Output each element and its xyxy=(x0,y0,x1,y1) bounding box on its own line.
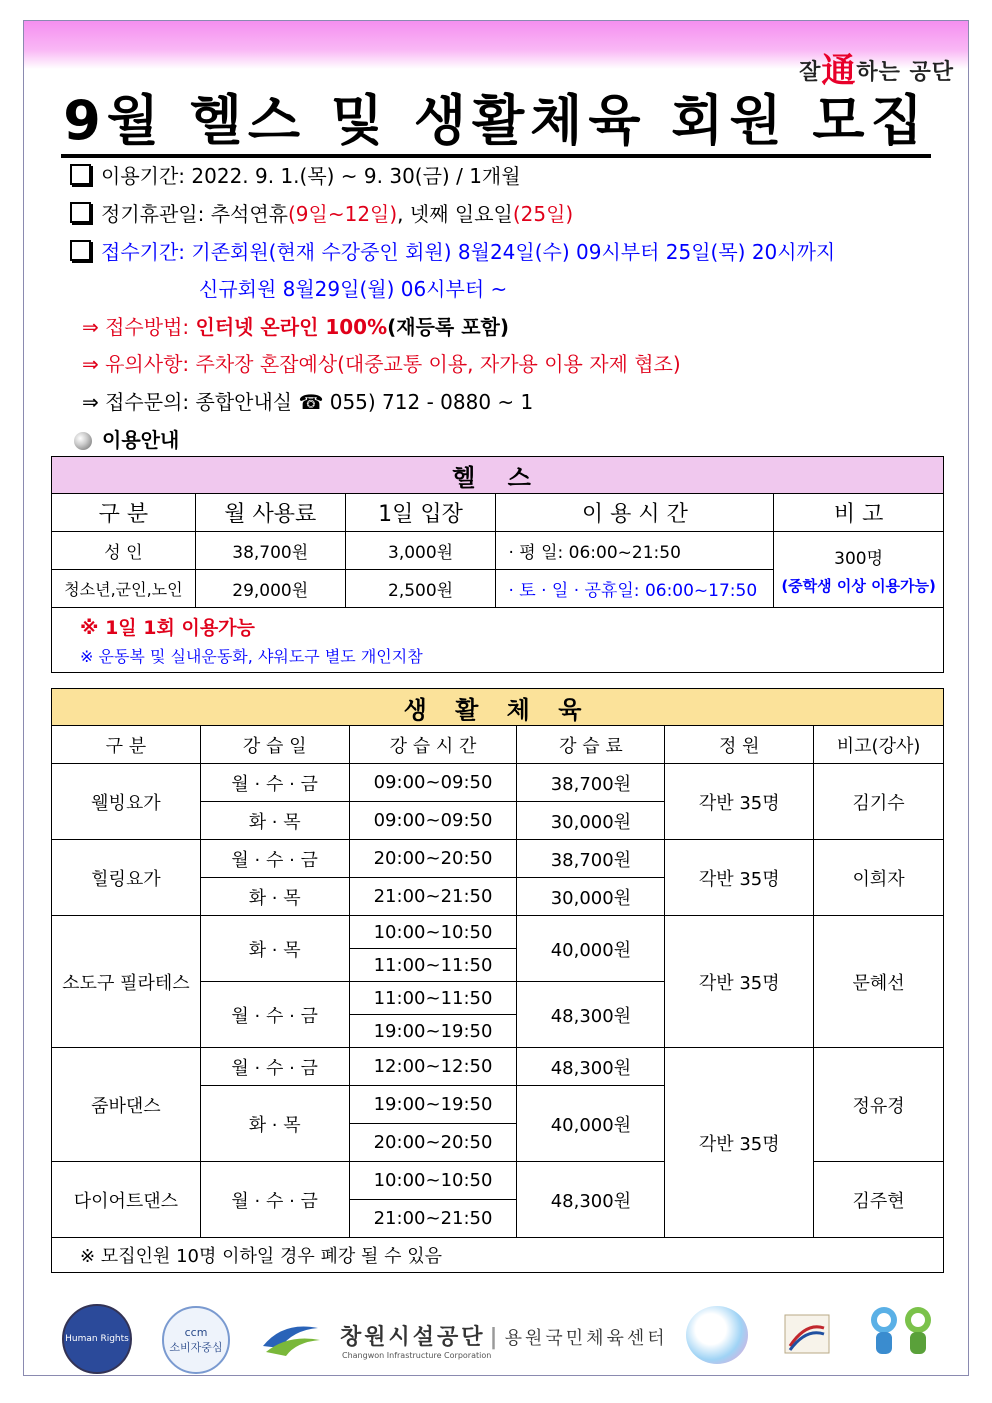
human-rights-logo xyxy=(62,1304,132,1374)
sports-table xyxy=(51,688,944,1273)
health-monthly-adult: 38,700원 xyxy=(195,532,345,570)
class-time: 12:00~12:50 xyxy=(349,1048,517,1086)
health-hours-weekend: · 토 · 일 · 공휴일: 06:00~17:50 xyxy=(496,570,774,608)
class-fee: 40,000원 xyxy=(517,1086,665,1162)
sports-title: 생 활 체 육 xyxy=(52,689,944,726)
health-category-youth: 청소년,군인,노인 xyxy=(52,570,196,608)
guide-heading xyxy=(74,424,179,453)
class-time: 10:00~10:50 xyxy=(349,916,517,949)
class-time: 19:00~19:50 xyxy=(349,1086,517,1124)
slogan-pre: 잘 xyxy=(799,60,822,85)
closed-label: 정기휴관일: xyxy=(101,202,205,226)
caution-label: ⇒ 유의사항: xyxy=(82,352,190,376)
method-line xyxy=(82,311,509,340)
health-note1: ※ 1일 1회 이용가능 xyxy=(80,617,255,639)
closed-text2: , 넷째 일요일 xyxy=(397,202,513,226)
health-title: 헬 스 xyxy=(52,457,944,494)
health-notes xyxy=(52,608,944,673)
class-name: 소도구 필라테스 xyxy=(52,916,201,1048)
col-days: 강 습 일 xyxy=(200,726,349,764)
class-time: 20:00~20:50 xyxy=(349,1124,517,1162)
health-capacity: 300명 xyxy=(834,548,884,569)
class-capacity: 각반 35명 xyxy=(665,840,814,916)
period-label: 이용기간: xyxy=(101,164,186,188)
org-divider: | xyxy=(489,1325,501,1350)
city-logo-icon xyxy=(686,1306,748,1364)
consumer-text: 소비자중심 xyxy=(169,1340,223,1354)
method-red: 인터넷 온라인 100% xyxy=(195,315,388,339)
class-days: 월 · 수 · 금 xyxy=(200,1048,349,1086)
class-time: 11:00~11:50 xyxy=(349,949,517,982)
health-table xyxy=(51,456,944,673)
period-line xyxy=(70,160,521,189)
class-instructor: 문혜선 xyxy=(814,916,944,1048)
health-note xyxy=(774,532,944,608)
class-days: 화 · 목 xyxy=(200,1086,349,1162)
human-rights-text: Human Rights xyxy=(65,1334,129,1344)
reg-line1: 기존회원(현재 수강중인 회원) 8월24일(수) 09시부터 25일(목) 20시까지 xyxy=(191,240,836,264)
class-name: 웰빙요가 xyxy=(52,764,201,840)
slogan-big-char: 通 xyxy=(821,51,857,91)
checkbox-icon xyxy=(70,164,91,185)
bullet-icon xyxy=(74,432,92,450)
class-fee: 30,000원 xyxy=(517,878,665,916)
col-class: 구 분 xyxy=(52,726,201,764)
sports-footnote: ※ 모집인원 10명 이하일 경우 폐강 될 수 있음 xyxy=(52,1238,944,1273)
col-category: 구 분 xyxy=(52,494,196,532)
method-label: ⇒ 접수방법: xyxy=(82,315,190,339)
caution-text: 주차장 혼잡예상(대중교통 이용, 자가용 이용 자제 협조) xyxy=(195,352,681,376)
class-instructor: 이희자 xyxy=(814,840,944,916)
class-fee: 38,700원 xyxy=(517,764,665,802)
inquiry-label: ⇒ 접수문의: xyxy=(82,390,190,414)
class-days: 월 · 수 · 금 xyxy=(200,764,349,802)
reg-label: 접수기간: xyxy=(101,240,186,264)
col-instructor: 비고(강사) xyxy=(814,726,944,764)
col-time: 강 습 시 간 xyxy=(349,726,517,764)
org-english: Changwon Infrastructure Corporation xyxy=(342,1351,492,1360)
class-time: 19:00~19:50 xyxy=(349,1015,517,1048)
class-capacity: 각반 35명 xyxy=(665,764,814,840)
guide-heading-text: 이용안내 xyxy=(102,428,180,452)
health-note2: ※ 운동복 및 실내운동화, 샤워도구 별도 개인지참 xyxy=(80,647,423,666)
health-monthly-youth: 29,000원 xyxy=(195,570,345,608)
mascot-icon xyxy=(862,1302,940,1360)
class-fee: 40,000원 xyxy=(517,916,665,982)
center-name: 용원국민체육센터 xyxy=(504,1328,668,1349)
checkbox-icon xyxy=(70,240,91,261)
class-fee: 38,700원 xyxy=(517,840,665,878)
class-time: 09:00~09:50 xyxy=(349,802,517,840)
col-daily: 1일 입장 xyxy=(345,494,496,532)
ccm-logo xyxy=(162,1306,230,1374)
class-days: 화 · 목 xyxy=(200,916,349,982)
org-title xyxy=(340,1320,668,1351)
class-days: 월 · 수 · 금 xyxy=(200,1162,349,1238)
closed-line xyxy=(70,198,573,227)
class-time: 11:00~11:50 xyxy=(349,982,517,1015)
class-time: 21:00~21:50 xyxy=(349,1200,517,1238)
checkbox-icon xyxy=(70,202,91,223)
col-monthly: 월 사용료 xyxy=(195,494,345,532)
class-name: 다이어트댄스 xyxy=(52,1162,201,1238)
closed-text1: 추석연휴 xyxy=(210,202,288,226)
col-capacity: 정 원 xyxy=(665,726,814,764)
slogan-post: 하는 공단 xyxy=(856,60,954,85)
inquiry-line xyxy=(82,386,533,415)
inquiry-text: 종합안내실 ☎ 055) 712 - 0880 ~ 1 xyxy=(195,390,534,414)
method-black: (재등록 포함) xyxy=(387,315,509,339)
class-instructor: 김기수 xyxy=(814,764,944,840)
class-days: 화 · 목 xyxy=(200,878,349,916)
col-note: 비 고 xyxy=(774,494,944,532)
class-days: 월 · 수 · 금 xyxy=(200,840,349,878)
class-instructor: 김주현 xyxy=(814,1162,944,1238)
page-title-text: 9월 헬스 및 생활체육 회원 모집 xyxy=(61,89,931,158)
class-fee: 48,300원 xyxy=(517,982,665,1048)
reg-line2: 신규회원 8월29일(월) 06시부터 ~ xyxy=(199,277,508,301)
registration-line xyxy=(70,236,835,265)
class-days: 화 · 목 xyxy=(200,802,349,840)
class-name: 줌바댄스 xyxy=(52,1048,201,1162)
class-days: 월 · 수 · 금 xyxy=(200,982,349,1048)
class-capacity: 각반 35명 xyxy=(665,916,814,1048)
caution-line xyxy=(82,348,681,377)
certificate-icon xyxy=(784,1314,830,1354)
org-name: 창원시설공단 xyxy=(340,1325,486,1350)
health-hours-weekday: · 평 일: 06:00~21:50 xyxy=(496,532,774,570)
registration-line2 xyxy=(199,273,507,302)
health-eligibility: (중학생 이상 이용가능) xyxy=(781,576,936,595)
class-fee: 48,300원 xyxy=(517,1162,665,1238)
class-fee: 48,300원 xyxy=(517,1048,665,1086)
class-name: 힐링요가 xyxy=(52,840,201,916)
closed-red2: (25일) xyxy=(512,202,574,226)
col-fee: 강 습 료 xyxy=(517,726,665,764)
page-title xyxy=(0,78,992,155)
class-time: 21:00~21:50 xyxy=(349,878,517,916)
class-fee: 30,000원 xyxy=(517,802,665,840)
health-daily-youth: 2,500원 xyxy=(345,570,496,608)
closed-red1: (9일~12일) xyxy=(287,202,398,226)
ccm-text: ccm xyxy=(184,1325,208,1339)
class-time: 10:00~10:50 xyxy=(349,1162,517,1200)
class-capacity: 각반 35명 xyxy=(665,1048,814,1238)
col-hours: 이 용 시 간 xyxy=(496,494,774,532)
class-time: 20:00~20:50 xyxy=(349,840,517,878)
class-time: 09:00~09:50 xyxy=(349,764,517,802)
class-instructor: 정유경 xyxy=(814,1048,944,1162)
health-daily-adult: 3,000원 xyxy=(345,532,496,570)
corporation-emblem-icon xyxy=(258,1316,328,1364)
period-value: 2022. 9. 1.(목) ~ 9. 30(금) / 1개월 xyxy=(191,164,521,188)
health-category-adult: 성 인 xyxy=(52,532,196,570)
